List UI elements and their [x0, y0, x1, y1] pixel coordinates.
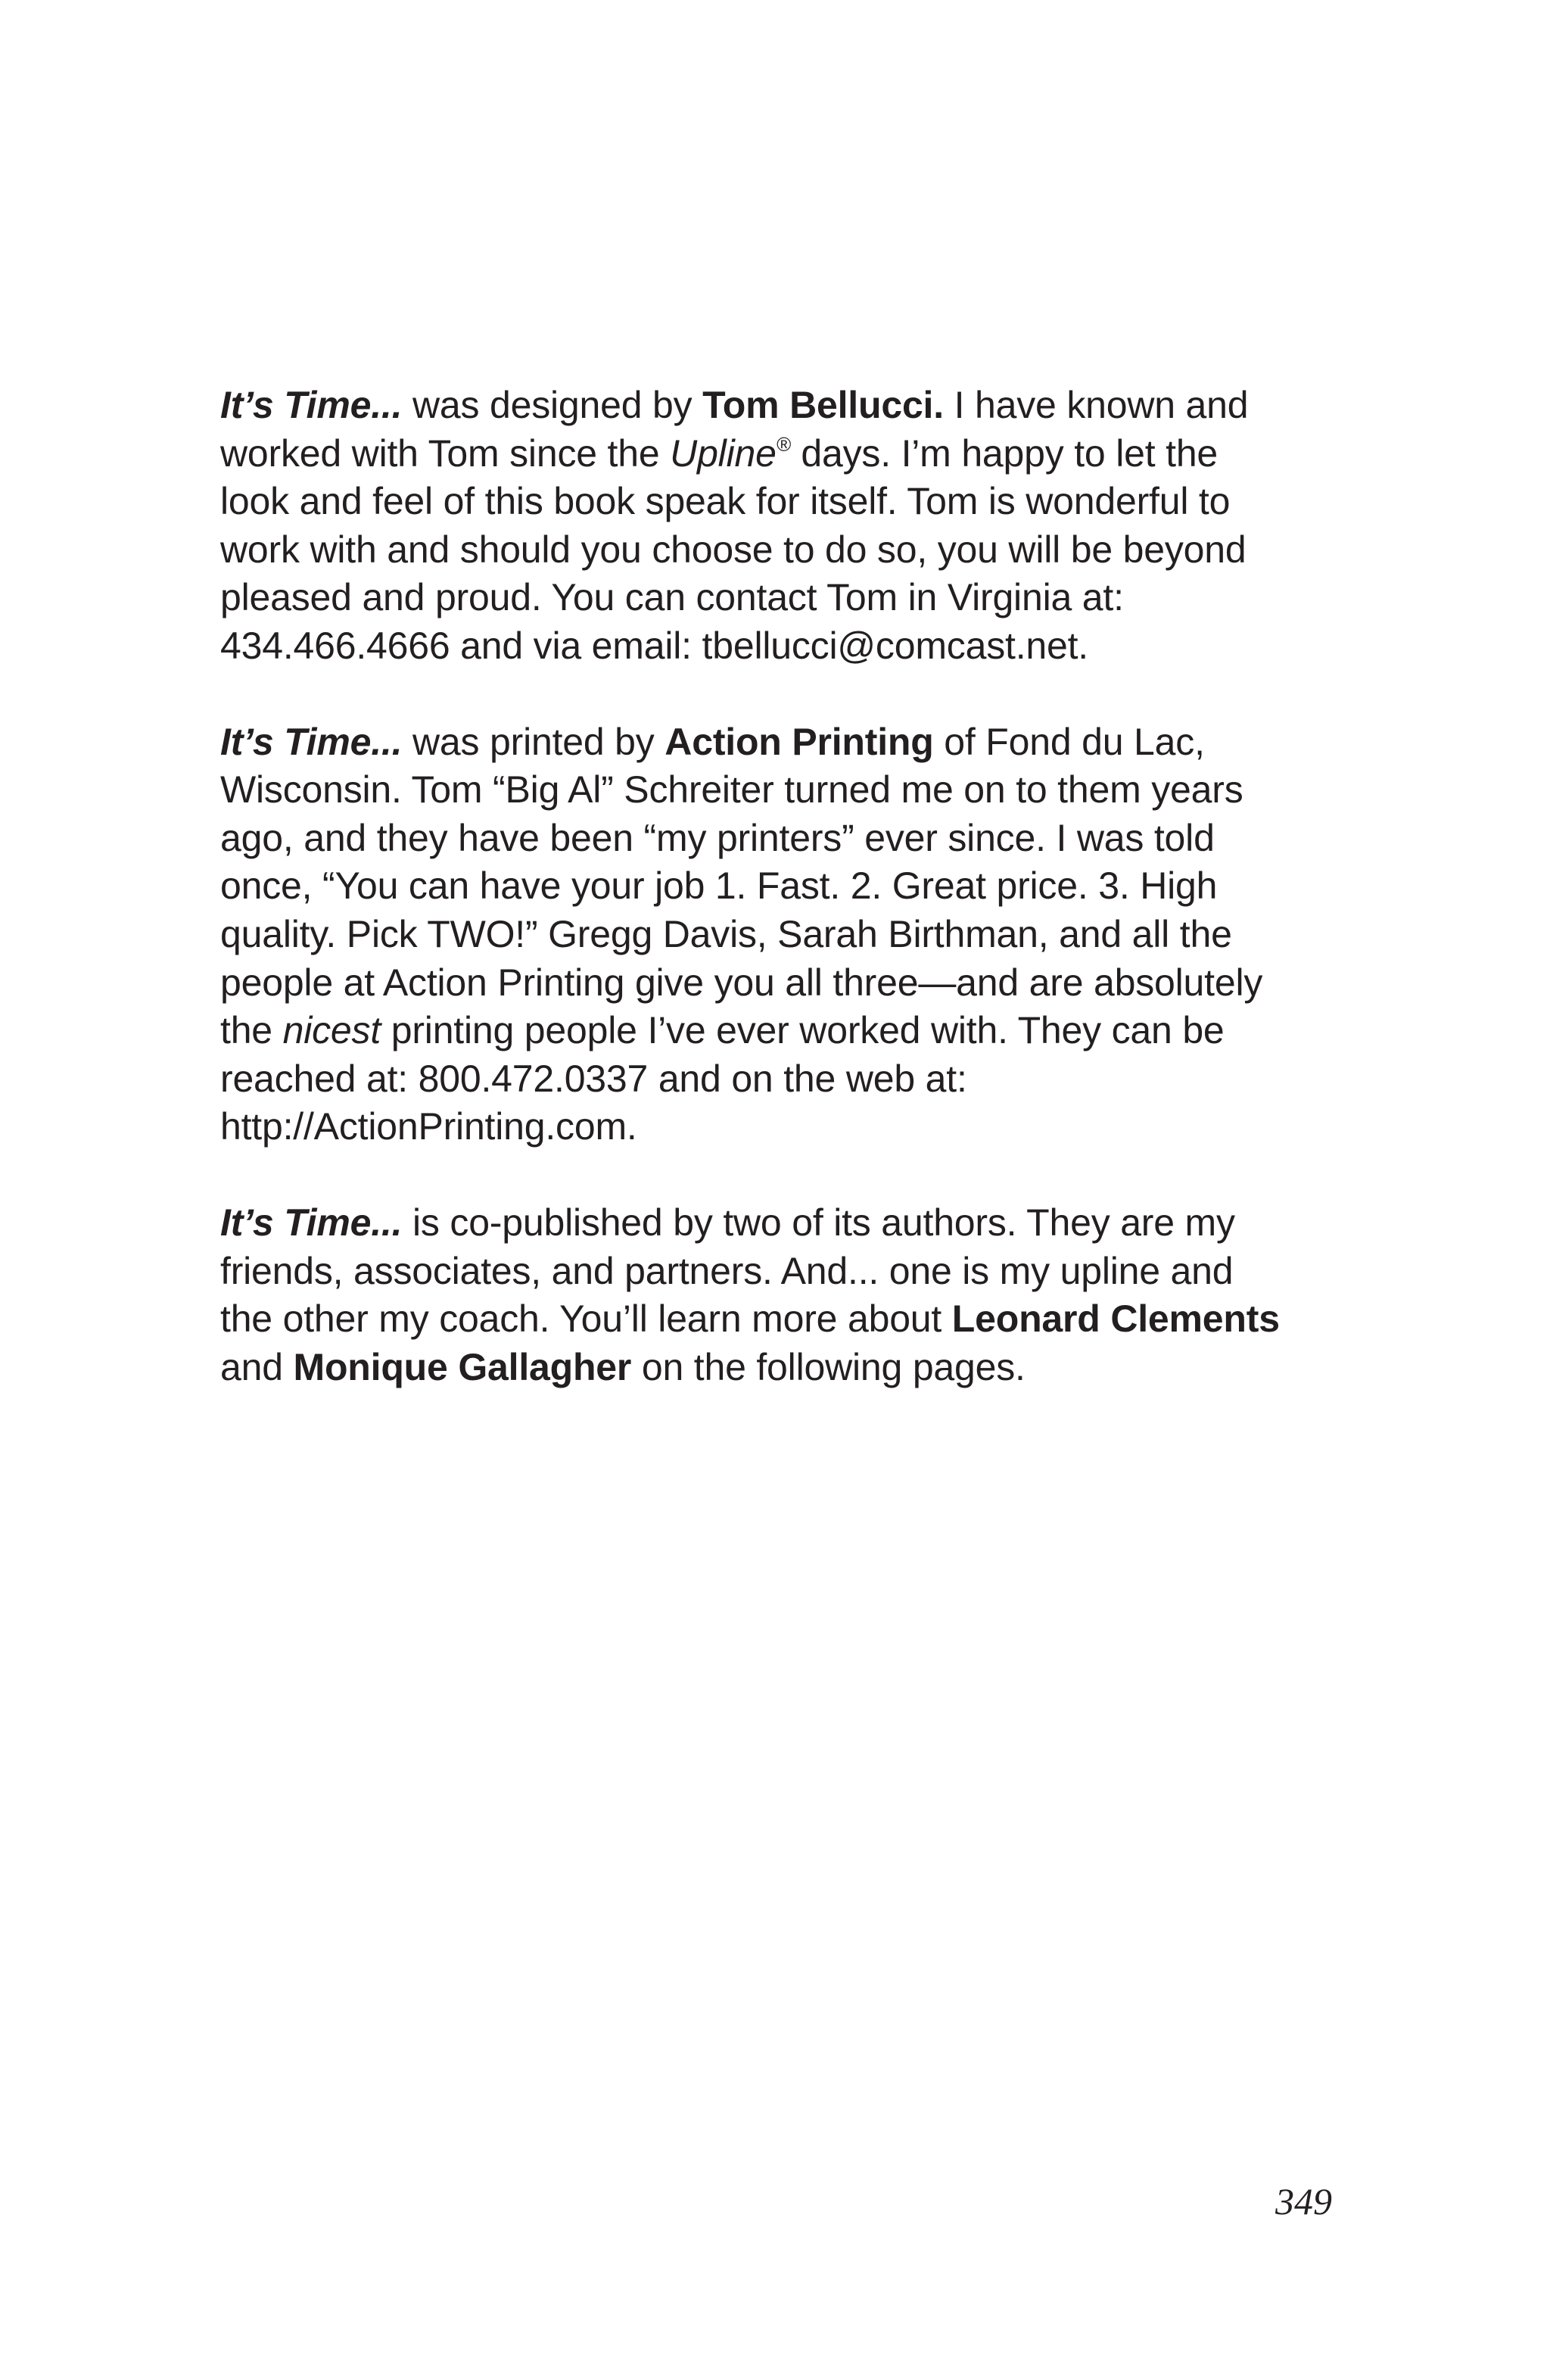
text-run: is co-published by two of its authors. They are my	[402, 1201, 1235, 1244]
text-run: once, “You can have your job 1. Fast. 2. Great price. 3. High	[220, 864, 1218, 908]
text-run: people at Action Printing give you all three—and are absolutely	[220, 961, 1263, 1004]
bold-text: Tom Bellucci.	[702, 384, 944, 426]
bold-text: Monique Gallagher	[293, 1345, 632, 1388]
text-line	[220, 766, 1333, 815]
italic-text: Upline	[670, 431, 777, 475]
text-run: and	[220, 1345, 294, 1388]
text-line	[220, 478, 1333, 526]
text-line	[220, 526, 1333, 575]
text-run: of Fond du Lac,	[933, 720, 1205, 763]
text-line	[220, 1295, 1333, 1344]
book-title: It’s Time...	[220, 384, 403, 426]
text-line	[220, 718, 1333, 767]
bold-text: Action Printing	[665, 720, 934, 763]
text-line	[220, 959, 1333, 1008]
text-run: work with and should you choose to do so, you will be beyond	[220, 528, 1247, 571]
text-line	[220, 1103, 1333, 1151]
text-run: quality. Pick TWO!” Gregg Davis, Sarah Birthman, and all the	[220, 912, 1232, 955]
text-run: look and feel of this book speak for itself. Tom is wonderful to	[220, 480, 1231, 523]
paragraph-designer	[220, 382, 1333, 671]
text-line	[220, 911, 1333, 959]
text-run: reached at: 800.472.0337 and on the web at:	[220, 1057, 967, 1100]
text-run: I have known and	[943, 384, 1249, 426]
text-line	[220, 1007, 1333, 1055]
text-line	[220, 622, 1333, 671]
text-run: http://ActionPrinting.com.	[220, 1105, 637, 1148]
text-line	[220, 1199, 1333, 1248]
text-line	[220, 430, 1333, 478]
page-number: 349	[1275, 2180, 1332, 2223]
text-run: worked with Tom since the	[220, 431, 671, 475]
paragraph-printer	[220, 718, 1333, 1151]
text-run: printing people I’ve ever worked with. They can be	[381, 1009, 1225, 1052]
text-line	[220, 1344, 1333, 1392]
bold-text: Leonard Clements	[951, 1297, 1280, 1341]
text-run: ago, and they have been “my printers” ever since. I was told	[220, 816, 1215, 859]
text-run: days. I’m happy to let the	[790, 431, 1219, 475]
text-run: pleased and proud. You can contact Tom in Virginia at:	[220, 576, 1124, 619]
text-line	[220, 1248, 1333, 1296]
text-line	[220, 382, 1333, 430]
book-title: It’s Time...	[220, 720, 403, 763]
paragraph-publisher	[220, 1199, 1333, 1391]
page-body	[220, 382, 1333, 1391]
book-title: It’s Time...	[220, 1201, 403, 1244]
text-run: Wisconsin. Tom “Big Al” Schreiter turned me on to them years	[220, 768, 1243, 812]
text-run: was printed by	[402, 720, 665, 763]
text-line	[220, 1055, 1333, 1104]
text-run: on the following pages.	[631, 1345, 1026, 1388]
text-run: 434.466.4666 and via email: tbellucci@comcast.net.	[220, 624, 1088, 667]
text-run: was designed by	[402, 384, 703, 426]
italic-text: nicest	[282, 1009, 381, 1052]
registered-mark: ®	[776, 432, 791, 456]
text-run: friends, associates, and partners. And... one is my upline and	[220, 1249, 1234, 1292]
text-line	[220, 574, 1333, 622]
text-line	[220, 815, 1333, 863]
text-run: the	[220, 1009, 283, 1052]
text-line	[220, 862, 1333, 911]
text-run: the other my coach. You’ll learn more about	[220, 1297, 952, 1341]
